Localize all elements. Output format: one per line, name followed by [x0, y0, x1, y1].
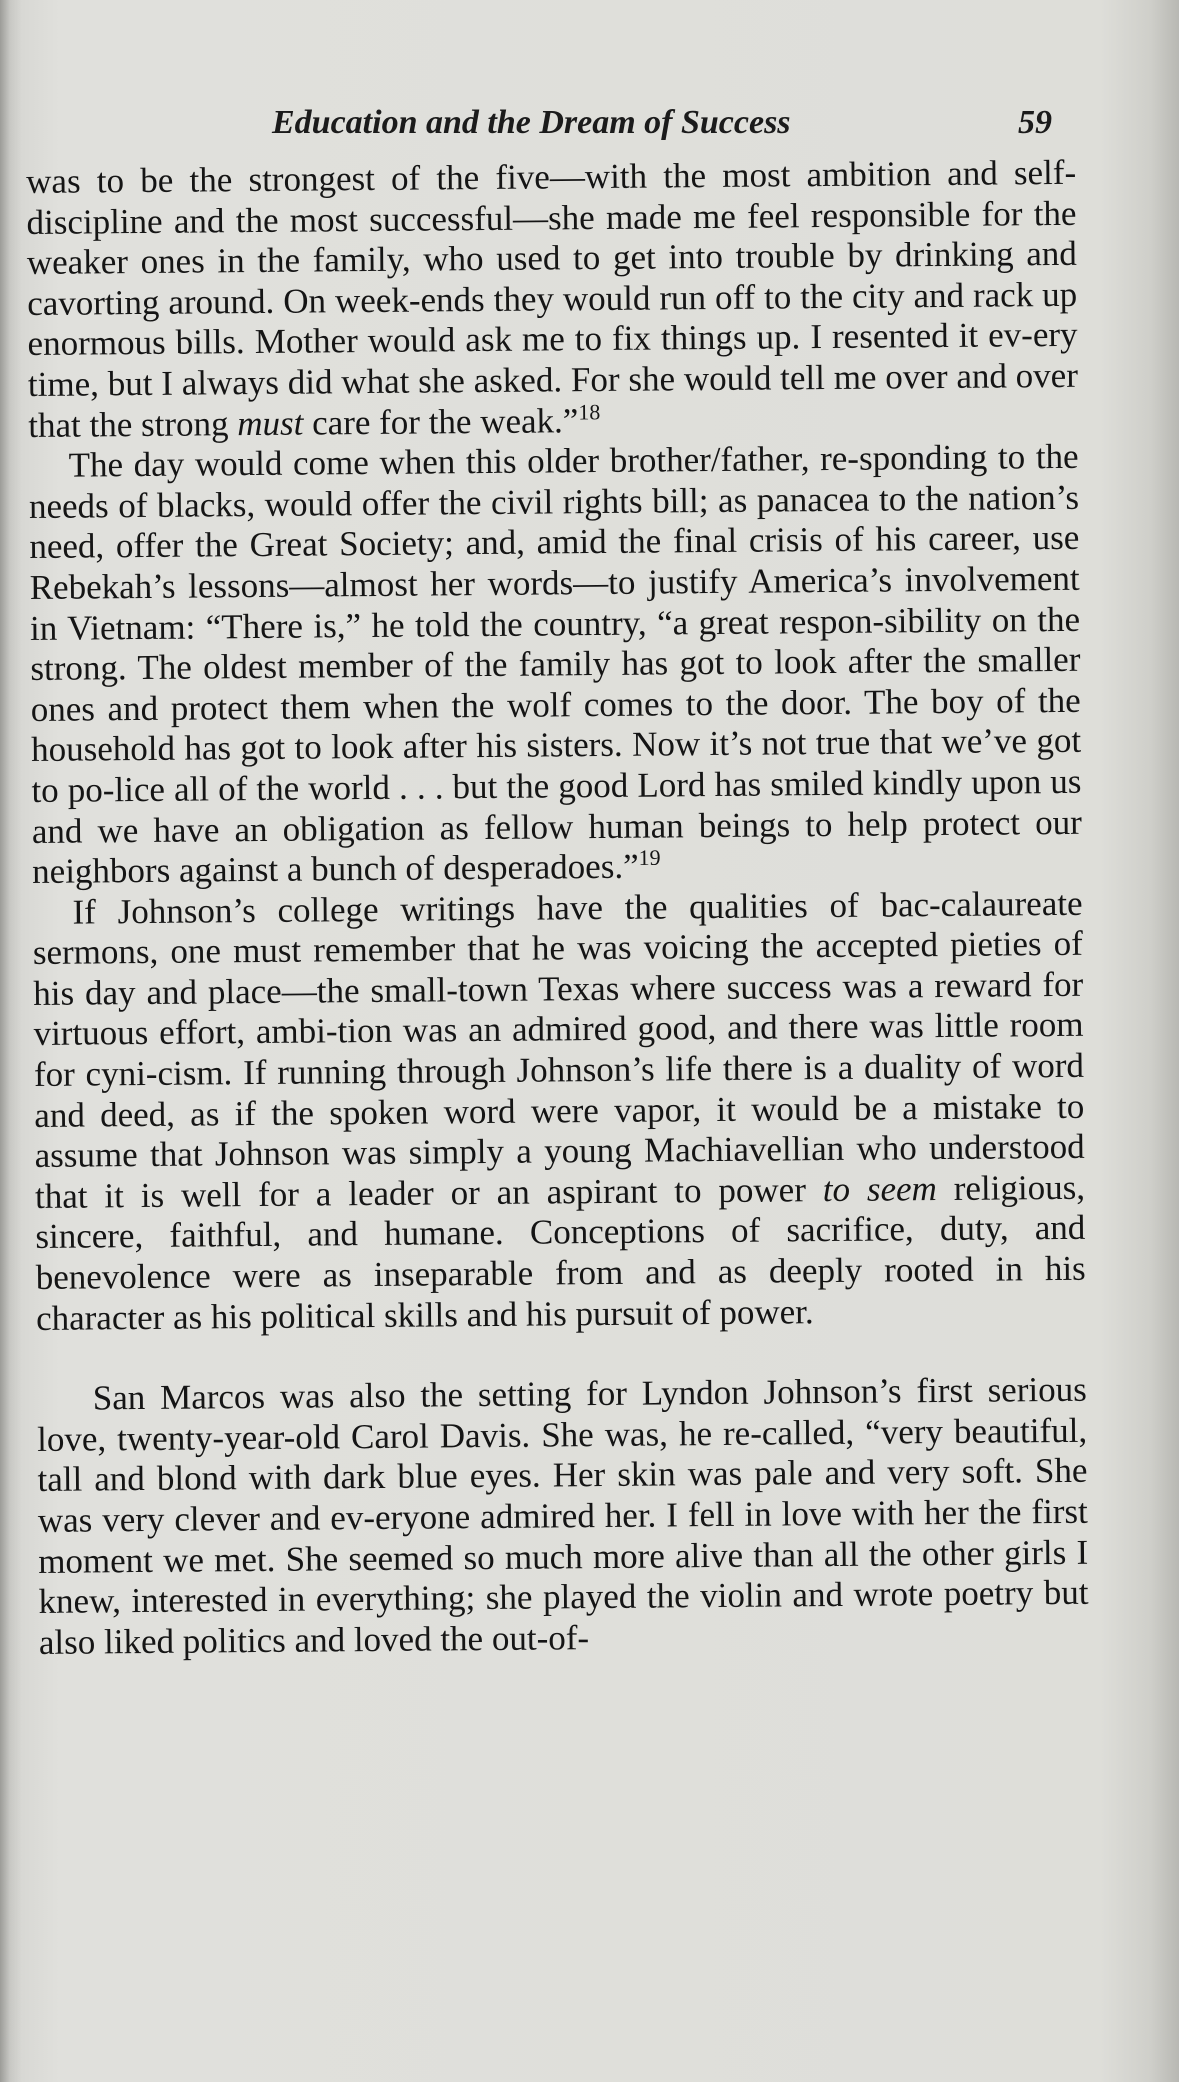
- page-number: 59: [1018, 104, 1052, 141]
- paragraph-4: [37, 1370, 1089, 1663]
- footnote-ref-18: 18: [578, 398, 601, 425]
- body-text: [26, 153, 1089, 1663]
- paragraph-3-text-b: religious, sincere, faithful, and humane. Conceptions of sacrifice, duty, and benevolence were as inseparable from and as deeply rooted in his character as his political skills and his pursuit of power.: [35, 1167, 1086, 1338]
- running-title: Education and the Dream of Success: [272, 104, 791, 141]
- paragraph-1-text-a: was to be the strongest of the five—with the most ambition and self-discipline and the most successful—she made me feel responsible for the weaker ones in the family, who used to get into trouble by drinking and cavorting around. On week-ends they would run off to the city and rack up enormous bills. Mother would ask me to fix things up. I resented it ev-ery time, but I always did what she asked. For she would tell me over and over that the strong: [26, 152, 1079, 445]
- footnote-ref-19: 19: [638, 844, 661, 871]
- paragraph-2-text: The day would come when this older brother/father, re-sponding to the needs of blacks, would offer the civil rights bill; as panacea to the nation’s need, offer the Great Society; and, amid the final crisis of his career, use Rebekah’s lessons—almost her words—to justify America’s involvement in Vietnam: “There is,” he told the country, “a great respon-sibility on the strong. The oldest member of the family has got to look after the smaller ones and protect them when the wolf comes to the door. The boy of the household has got to look after his sisters. Now it’s not true that we’ve got to po-lice all of the world . . . but the good Lord has smiled kindly upon us and we have an obligation as fellow human beings to help protect our neighbors against a bunch of desperadoes.”: [28, 436, 1082, 892]
- paragraph-3-emphasis: to seem: [822, 1168, 938, 1209]
- paragraph-3-text-a: If Johnson’s college writings have the qualities of bac-calaureate sermons, one must remember that he was voicing the accepted pieties of his day and place—the small-town Texas where success was a reward for virtuous effort, ambi-tion was an admired good, and there was little room for cyni-cism. If running through Johnson’s life there is a duality of word and deed, as if the spoken word were vapor, it would be a mistake to assume that Johnson was simply a young Machiavellian who understood that it is well for a leader or an aspirant to power: [32, 883, 1085, 1216]
- paragraph-1-emphasis: must: [237, 403, 304, 443]
- paragraph-4-text: San Marcos was also the setting for Lyndon Johnson’s first serious love, twenty-year-old Carol Davis. She was, he re-called, “very beautiful, tall and blond with dark blue eyes. Her skin was pale and very soft. She was very clever and ev-eryone admired her. I fell in love with her the first moment we met. She seemed so much more alive than all the other girls I knew, interested in everything; she played the violin and wrote poetry but also liked politics and loved the out-of-: [36, 1370, 1089, 1662]
- paragraph-2: [28, 437, 1082, 893]
- paragraph-3: [32, 883, 1086, 1339]
- paragraph-1: [26, 153, 1078, 446]
- page-header: [0, 104, 1179, 154]
- paragraph-1-text-b: care for the weak.”: [303, 400, 579, 443]
